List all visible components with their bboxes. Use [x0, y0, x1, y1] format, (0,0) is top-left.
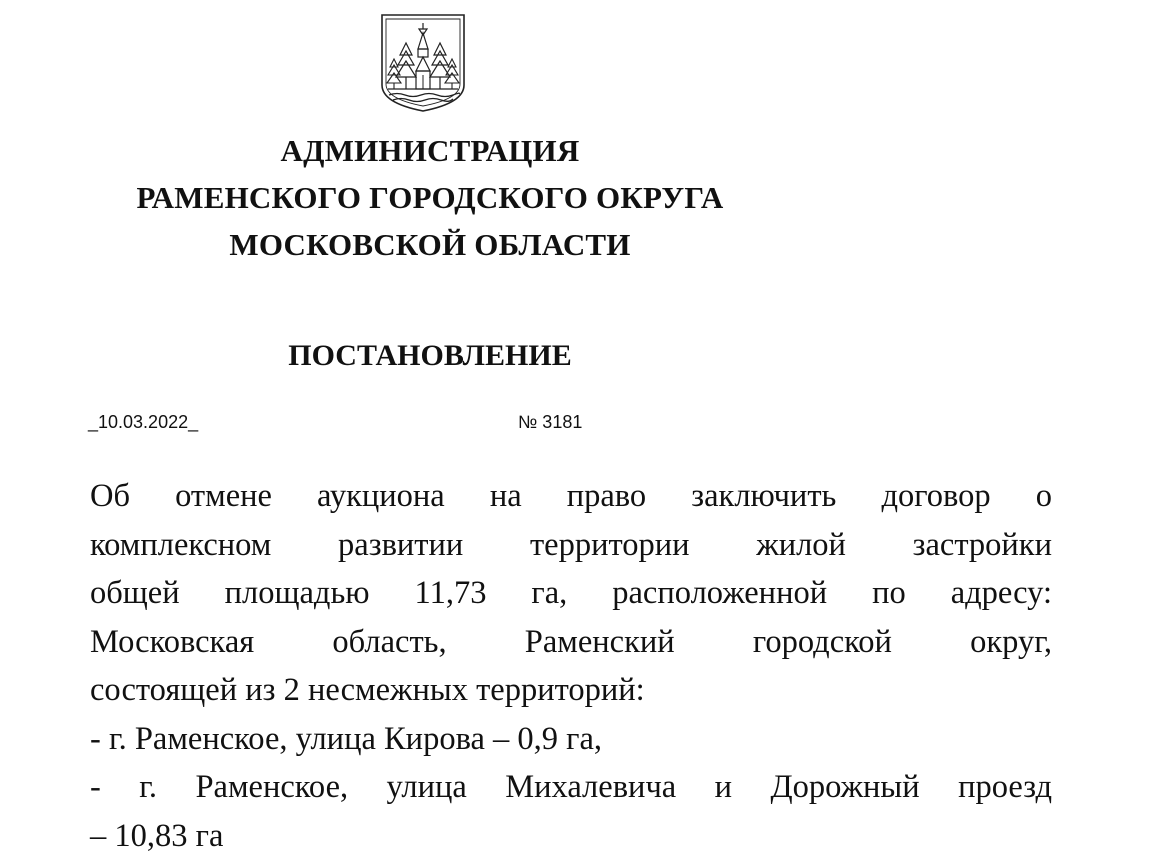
- document-date: _10.03.2022_: [88, 410, 198, 434]
- coat-of-arms-icon: [379, 13, 467, 113]
- subject-line-8: – 10,83 га: [90, 812, 1052, 860]
- subject-line-2: комплексном развитии территории жилой застройки: [90, 521, 1052, 570]
- subject-line-6: - г. Раменское, улица Кирова – 0,9 га,: [90, 715, 1052, 764]
- issuing-authority: [60, 127, 800, 268]
- authority-line-1: АДМИНИСТРАЦИЯ: [60, 127, 800, 174]
- subject-line-4: Московская область, Раменский городской округ,: [90, 618, 1052, 667]
- subject-line-3: общей площадью 11,73 га, расположенной по адресу:: [90, 569, 1052, 618]
- document-number: № 3181: [518, 410, 582, 434]
- authority-line-2: РАМЕНСКОГО ГОРОДСКОГО ОКРУГА: [60, 174, 800, 221]
- subject-line-1: Об отмене аукциона на право заключить договор о: [90, 472, 1052, 521]
- document-subject: [90, 472, 1052, 860]
- subject-line-7: - г. Раменское, улица Михалевича и Дорожный проезд: [90, 763, 1052, 812]
- authority-line-3: МОСКОВСКОЙ ОБЛАСТИ: [60, 221, 800, 268]
- document-type: ПОСТАНОВЛЕНИЕ: [60, 334, 800, 378]
- subject-line-5: состоящей из 2 несмежных территорий:: [90, 666, 1052, 715]
